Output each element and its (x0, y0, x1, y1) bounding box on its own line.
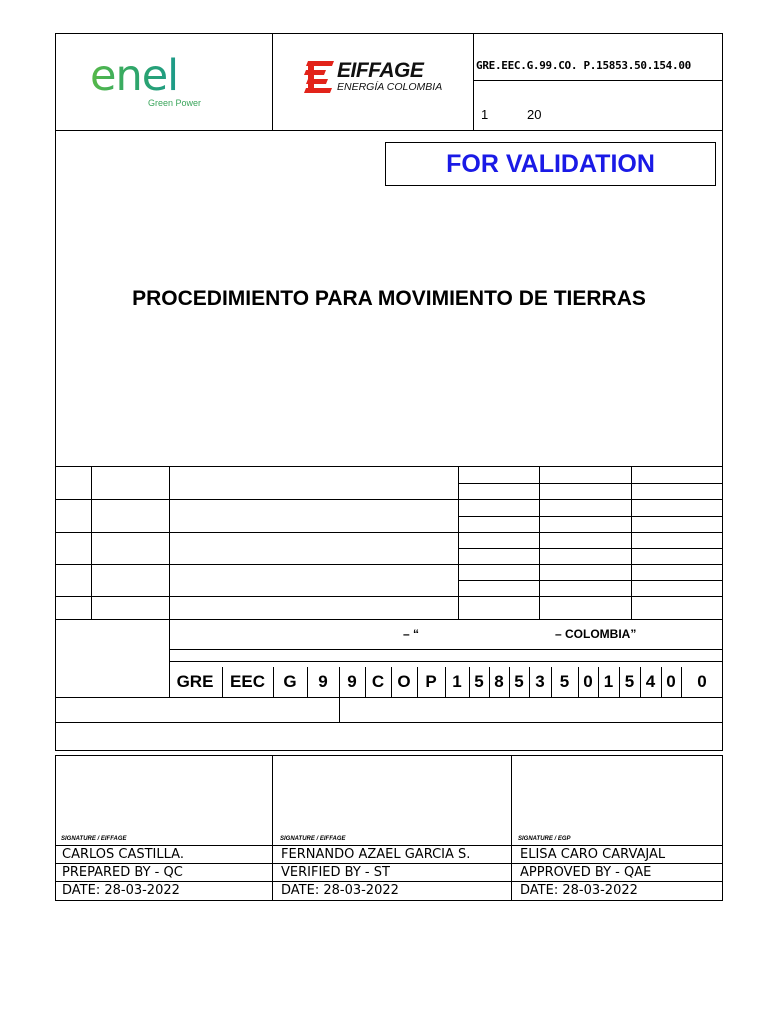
document-title: PROCEDIMIENTO PARA MOVIMIENTO DE TIERRAS (132, 287, 646, 310)
code-cell: 0 (666, 672, 676, 691)
code-cell: 3 (535, 672, 545, 691)
validation-stamp (385, 142, 716, 186)
project-country: – COLOMBIA” (555, 627, 637, 641)
code-cell: 9 (318, 672, 328, 691)
code-cell: 5 (559, 672, 570, 691)
code-cell: G (283, 672, 297, 691)
project-dash-quote: – “ (403, 627, 420, 641)
signature-date: DATE: 28-03-2022 (62, 883, 180, 898)
signer-role: PREPARED BY - QC (62, 865, 183, 880)
code-cell: 5 (474, 672, 484, 691)
eiffage-name: EIFFAGE (337, 59, 424, 82)
eiffage-logo-icon (304, 61, 334, 93)
signature-date: DATE: 28-03-2022 (281, 883, 399, 898)
enel-subtitle: Green Power (148, 98, 202, 108)
code-cell: 5 (514, 672, 524, 691)
signer-name: FERNANDO AZAEL GARCIA S. (281, 847, 471, 862)
code-cell: 0 (697, 672, 707, 691)
signature-label: SIGNATURE / EIFFAGE (61, 836, 127, 842)
signature-date: DATE: 28-03-2022 (520, 883, 638, 898)
code-cell: P (425, 672, 437, 691)
code-cell: 0 (583, 672, 593, 691)
stamp-text: FOR VALIDATION (446, 150, 655, 178)
code-cell: C (371, 672, 385, 691)
signer-role: VERIFIED BY - ST (281, 865, 390, 880)
signature-label: SIGNATURE / EIFFAGE (280, 836, 346, 842)
svg-text:enel (90, 51, 178, 101)
code-cell: EEC (230, 672, 265, 691)
signature-label: SIGNATURE / EGP (518, 836, 571, 842)
signer-name: CARLOS CASTILLA. (62, 847, 184, 862)
page-number: 1 (481, 107, 489, 122)
code-cell: 1 (603, 672, 614, 691)
signer-role: APPROVED BY - QAE (520, 865, 652, 880)
code-cell: 1 (452, 672, 462, 691)
code-cell: O (397, 672, 411, 691)
signer-name: ELISA CARO CARVAJAL (520, 847, 666, 862)
code-cell: 8 (494, 672, 504, 691)
total-pages: 20 (527, 107, 542, 122)
code-cell: 4 (645, 672, 656, 691)
eiffage-subtitle: ENERGÍA COLOMBIA (337, 81, 443, 93)
code-cell: GRE (176, 672, 214, 691)
enel-logo-text: enel (90, 51, 179, 101)
doc-code: GRE.EEC.G.99.CO. P.15853.50.154.00 (476, 59, 691, 72)
code-cell: 5 (624, 672, 635, 691)
code-cell: 9 (347, 672, 357, 691)
